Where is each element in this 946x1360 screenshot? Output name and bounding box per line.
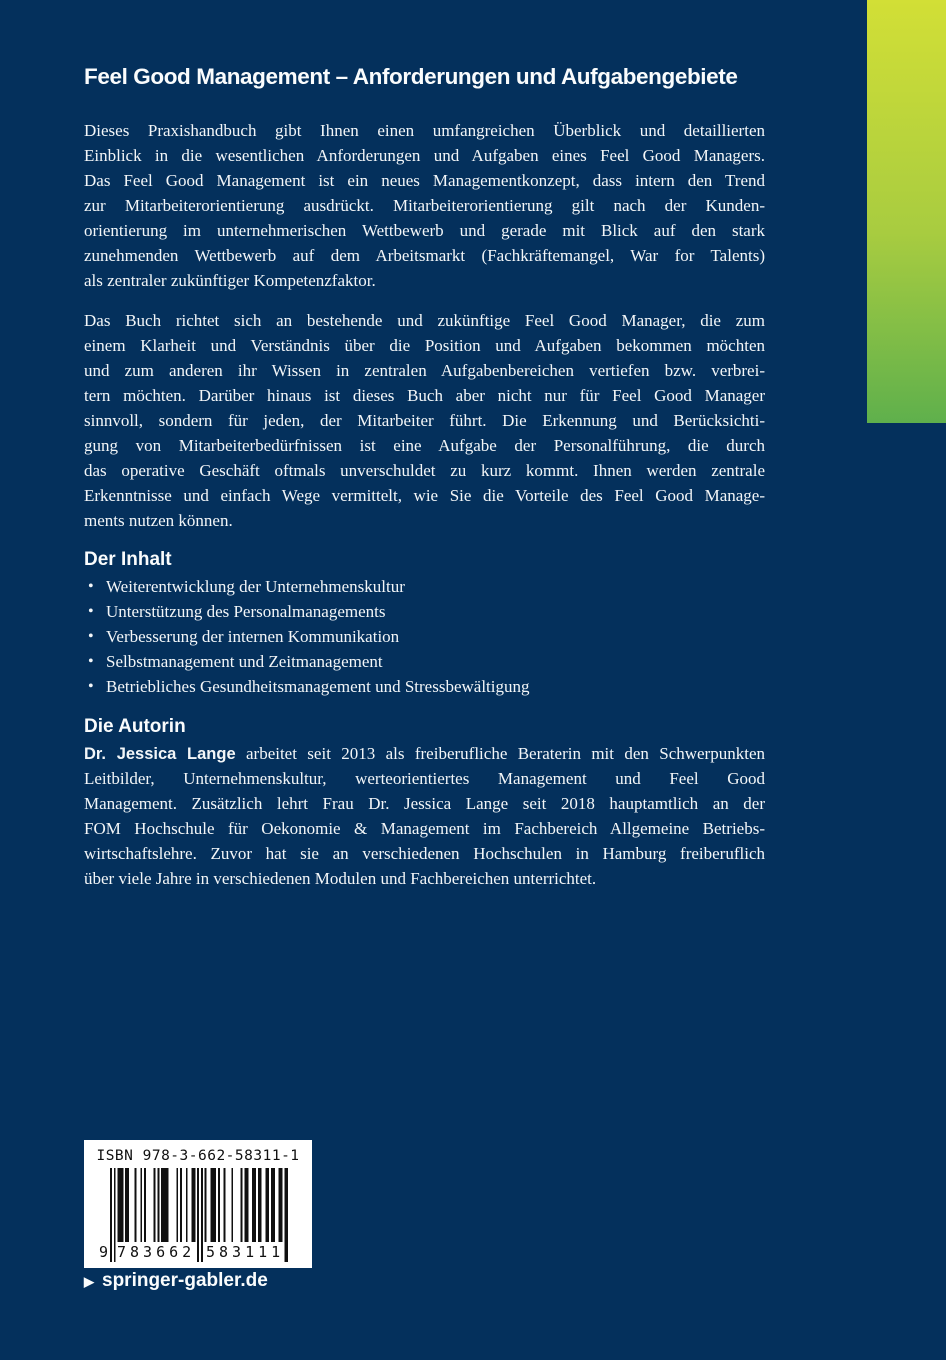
text-line: tern möchten. Darüber hinaus ist dieses Buch aber nicht nur für Feel Good Manager [84, 386, 765, 405]
text-line: FOM Hochschule für Oekonomie & Management im Fachbereich Allgemeine Betriebs- [84, 819, 765, 838]
contents-heading: Der Inhalt [84, 549, 172, 570]
text-line: gung von Mitarbeiterbedürfnissen ist eine Aufgabe der Personalführung, die durch [84, 436, 765, 455]
author-line1-rest: arbeitet seit 2013 als freiberufliche Beraterin mit den Schwerpunkten [245, 744, 765, 763]
barcode [84, 1168, 312, 1262]
isbn-label: ISBN 978-3-662-58311-1 [96, 1148, 300, 1164]
barcode-digits-group2: 583111 [206, 1243, 285, 1261]
text-line: als zentraler zukünftiger Kompetenzfaktor. [84, 271, 376, 290]
contents-list [84, 574, 765, 699]
text-line: Management. Zusätzlich lehrt Frau Dr. Jessica Lange seit 2018 hauptamtlich an der [84, 794, 765, 813]
arrow-right-icon: ▶ [84, 1273, 94, 1289]
text-line: Das Buch richtet sich an bestehende und zukünftige Feel Good Manager, die zum [84, 311, 765, 330]
author-name: Dr. Jessica Lange [84, 745, 236, 763]
text-line: einem Klarheit und Verständnis über die Position und Aufgaben bekommen möchten [84, 336, 765, 355]
contents-list-item: • Unterstützung des Personalmanagements [84, 599, 765, 624]
text-line [84, 741, 765, 766]
text-line: zunehmenden Wettbewerb auf dem Arbeitsmarkt (Fachkräftemangel, War for Talents) [84, 246, 765, 265]
isbn-barcode-box [84, 1140, 312, 1268]
audience-paragraph [84, 308, 765, 533]
text-line: und zum anderen ihr Wissen in zentralen Aufgabenbereichen vertiefen bzw. verbrei- [84, 361, 765, 380]
cover-title: Feel Good Management – Anforderungen und Aufgabengebiete [84, 64, 738, 89]
text-line: Dieses Praxishandbuch gibt Ihnen einen umfangreichen Überblick und detaillierten [84, 121, 765, 140]
author-paragraph [84, 741, 765, 891]
text-line: sinnvoll, sondern für jeden, der Mitarbeiter führt. Die Erkennung und Berücksichti- [84, 411, 765, 430]
text-line: Einblick in die wesentlichen Anforderungen und Aufgaben eines Feel Good Managers. [84, 146, 765, 165]
text-line: zur Mitarbeiterorientierung ausdrückt. Mitarbeiterorientierung gilt nach der Kunden- [84, 196, 765, 215]
text-line: wirtschaftslehre. Zuvor hat sie an verschiedenen Hochschulen in Hamburg freiberuflich [84, 844, 765, 863]
green-accent-stripe [867, 0, 946, 423]
author-paragraph-rest [84, 766, 765, 891]
text-line: Das Feel Good Management ist ein neues Managementkonzept, dass intern den Trend [84, 171, 765, 190]
text-line: über viele Jahre in verschiedenen Modulen und Fachbereichen unterrichtet. [84, 869, 597, 888]
barcode-digit-lead: 9 [98, 1243, 108, 1261]
contents-list-item: • Verbesserung der internen Kommunikation [84, 624, 765, 649]
text-line: das operative Geschäft oftmals unverschuldet zu kurz kommt. Ihnen werden zentrale [84, 461, 765, 480]
text-line: Erkenntnisse und einfach Wege vermittelt, wie Sie die Vorteile des Feel Good Manage- [84, 486, 765, 505]
text-line: orientierung im unternehmerischen Wettbewerb und gerade mit Blick auf den stark [84, 221, 765, 240]
text-line: ments nutzen können. [84, 511, 233, 530]
contents-list-item: • Betriebliches Gesundheitsmanagement und Stressbewältigung [84, 674, 765, 699]
barcode-digits-group1: 783662 [117, 1243, 196, 1261]
text-line: Leitbilder, Unternehmenskultur, werteorientiertes Management und Feel Good [84, 769, 765, 788]
contents-list-item: • Weiterentwicklung der Unternehmenskultur [84, 574, 765, 599]
contents-list-item: • Selbstmanagement und Zeitmanagement [84, 649, 765, 674]
publisher-imprint [84, 1270, 268, 1292]
author-heading: Die Autorin [84, 716, 186, 737]
publisher-url: springer-gabler.de [102, 1270, 268, 1291]
intro-paragraph [84, 118, 765, 293]
